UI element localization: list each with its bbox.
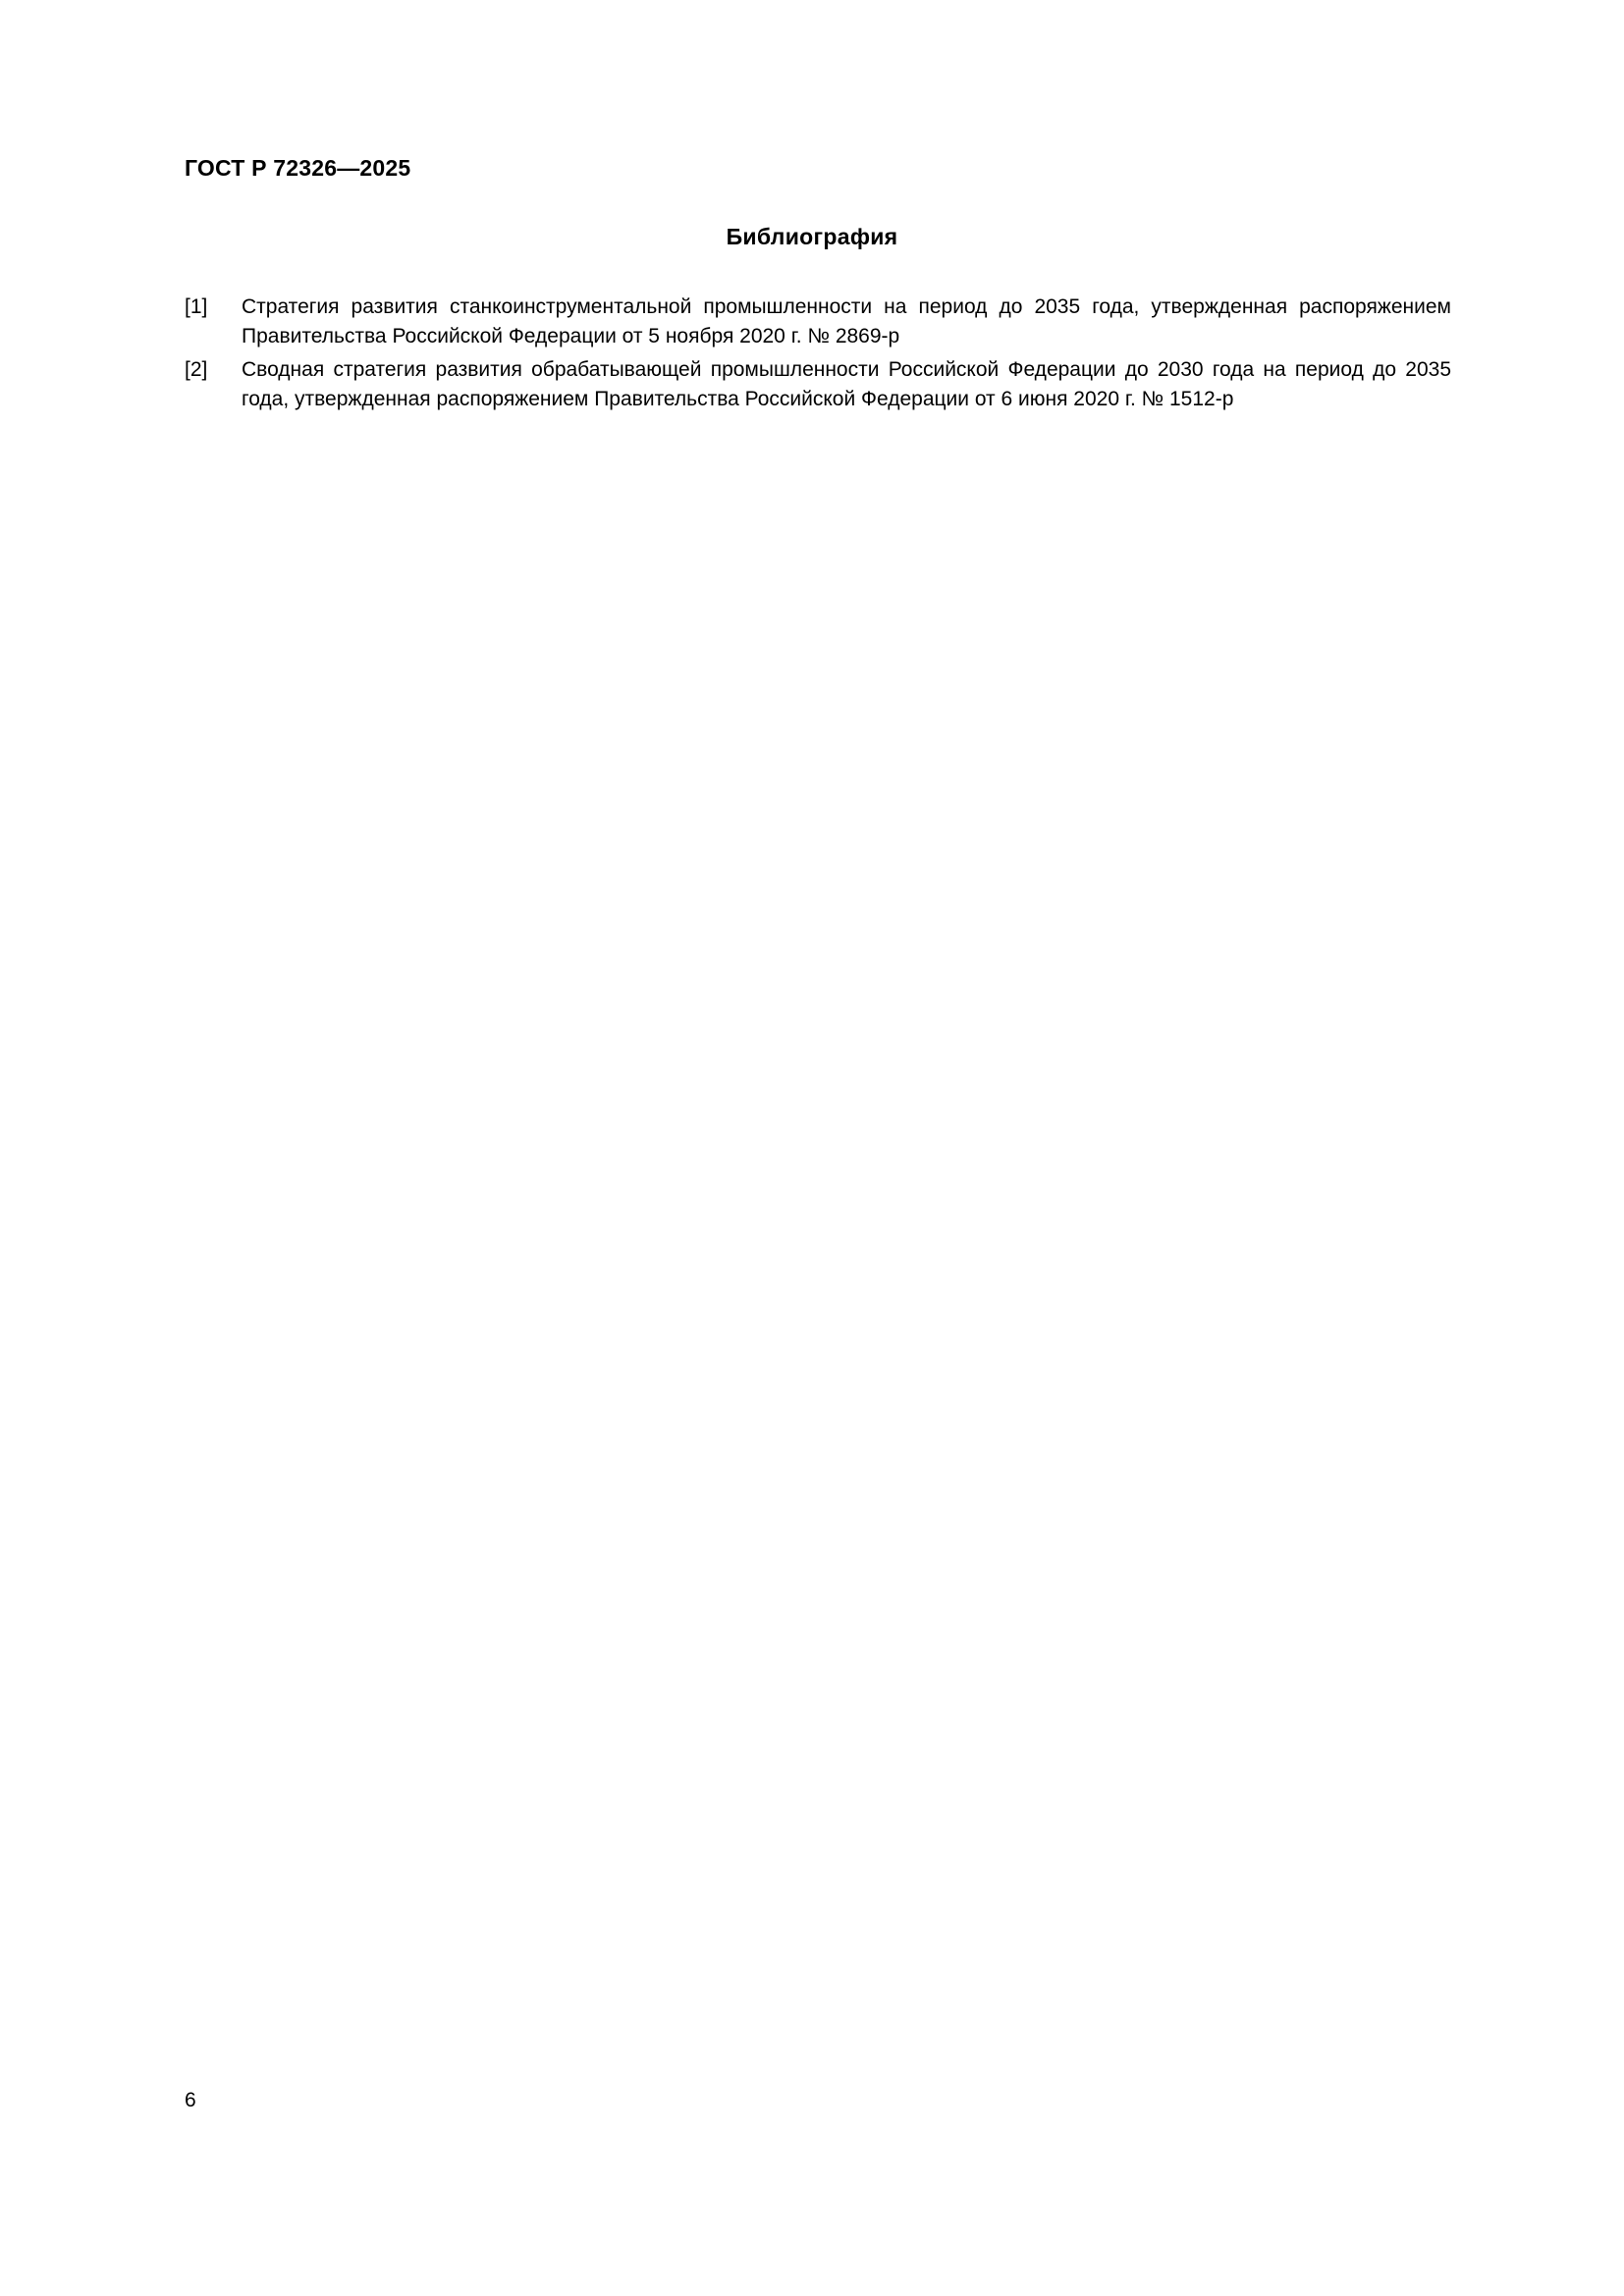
list-item bbox=[185, 293, 1451, 351]
section-title-bibliography: Библиография bbox=[726, 224, 898, 249]
list-item bbox=[185, 355, 1451, 414]
reference-text: Сводная стратегия развития обрабатывающей промышленности Российской Федерации до 2030 года на период до 2035 года, утвержденная распоряжением Правительства Российской Федерации от 6 июня 2020 г. № 1512-р bbox=[242, 358, 1451, 410]
reference-text: Стратегия развития станкоинструментальной промышленности на период до 2035 года, утвержденная распоряжением Правительства Российской Федерации от 5 ноября 2020 г. № 2869-р bbox=[242, 295, 1451, 347]
standard-number-header: ГОСТ Р 72326—2025 bbox=[185, 155, 411, 181]
reference-marker: [1] bbox=[185, 295, 208, 318]
bibliography-list bbox=[185, 293, 1451, 418]
reference-marker: [2] bbox=[185, 358, 208, 381]
page-number: 6 bbox=[185, 2089, 196, 2111]
